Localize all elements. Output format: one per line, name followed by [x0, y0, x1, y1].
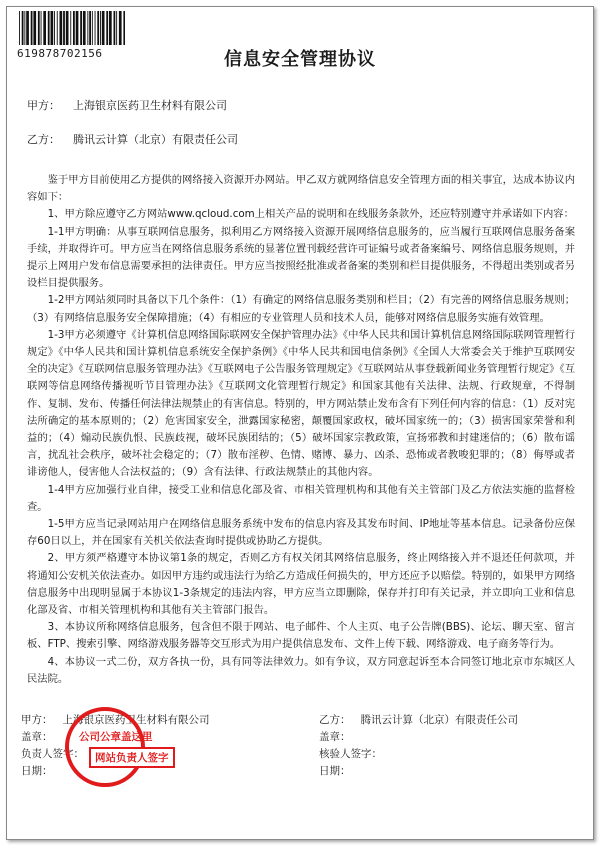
- barcode-bar: [19, 11, 20, 45]
- sign-here-annotation: 网站负责人签字: [89, 747, 175, 768]
- paragraph-preamble: 鉴于甲方目前使用乙方提供的网络接入资源开办网站。甲乙双方就网络信息安全管理方面的相关事宜，达成本协议内容如下：: [27, 174, 575, 204]
- barcode-bar: [43, 11, 46, 45]
- barcode-bar: [95, 11, 96, 45]
- paragraph-2: 2、甲方须严格遵守本协议第1条的规定，否则乙方有权关闭其网络信息服务，终止网络接入并不退还任何款项，并将通知公安机关依法查办。如因甲方违约或违法行为给乙方造成任何损失的，甲方还应予以赔偿。特别的，如果甲方网络信息服务中出现明显属于本协议1-3条规定的违法内容，甲方应当立即删除，保存并打印有关记录，并立即向工业和信息化部及省、市相关管理机构和其他有关主管部门报告。: [27, 552, 575, 617]
- barcode-bar: [63, 11, 65, 45]
- barcode-bar: [54, 11, 55, 45]
- paragraph-1-2: 1-2甲方网站须同时具备以下几个条件：（1）有确定的网络信息服务类别和栏目；（2）有完善的网络信息服务规则；（3）有网络信息服务安全保障措施；（4）有相应的专业管理人员和技术人员，能够对网络信息服务实施有效管理。: [27, 294, 575, 324]
- barcode-bar: [89, 11, 91, 45]
- party-b-label: 乙方：: [27, 133, 60, 146]
- party-a-name: 上海银京医药卫生材料有限公司: [73, 99, 227, 112]
- paragraph-1-5: 1-5甲方应当记录网站用户在网络信息服务系统中发布的信息内容及其发布时间、IP地址等基本信息。记录备份应保存60日以上，并在国家有关机关依法查询时提供或协助乙方提供。: [27, 518, 575, 548]
- party-b-line: [27, 131, 238, 147]
- barcode-bar: [48, 11, 50, 45]
- sig-a-party-label: 甲方：: [21, 714, 53, 726]
- stamp-here-annotation: 公司公章盖这里: [79, 731, 153, 743]
- party-a-line: [27, 97, 227, 113]
- agreement-body: [27, 172, 575, 688]
- barcode-bar: [80, 11, 82, 45]
- sig-a-party-name: 上海银京医药卫生材料有限公司: [62, 714, 210, 726]
- barcode-bar: [76, 11, 79, 45]
- barcode-bar: [114, 11, 116, 45]
- barcode-bar: [109, 11, 112, 45]
- party-b-name: 腾讯云计算（北京）有限责任公司: [73, 133, 238, 146]
- barcode-bars: [19, 11, 125, 45]
- sig-b-party-name: 腾讯云计算（北京）有限责任公司: [360, 714, 518, 726]
- paragraph-1-3: 1-3甲方必须遵守《计算机信息网络国际联网安全保护管理办法》《中华人民共和国计算机信息网络国际联网管理暂行规定》《中华人民共和国计算机信息系统安全保护条例》《中华人民共和国电信条例》《全国人大常委会关于维护互联网安全的决定》《互联网信息服务管理办法》《互联网电子公告服务管理规定》《互联网站从事登载新闻业务管理暂行规定》《互联网等信息网络传播视听节目管理办法》《互联网文化管理暂行规定》和国家其他有关法律、法规、行政规章，不得制作、复制、发布、传播任何法律法规禁止的有害信息。特别的，甲方网站禁止发布含有下列任何内容的信息：（1）反对宪法所确定的基本原则的；（2）危害国家安全，泄露国家秘密，颠覆国家政权，破坏国家统一的；（3）损害国家荣誉和利益的；（4）煽动民族仇恨、民族歧视，破坏民族团结的；（5）破坏国家宗教政策，宣扬邪教和封建迷信的；（6）散布谣言，扰乱社会秩序，破坏社会稳定的；（7）散布淫秽、色情、赌博、暴力、凶杀、恐怖或者教唆犯罪的；（8）侮辱或者诽谤他人，侵害他人合法权益的；（9）含有法律、行政法规禁止的其他内容。: [27, 328, 575, 479]
- sig-a-seal-label: 盖章：: [21, 731, 53, 743]
- barcode-bar: [60, 11, 63, 45]
- barcode-bar: [51, 11, 54, 45]
- document-title: 信息安全管理协议: [224, 49, 376, 70]
- party-a-label: 甲方：: [27, 99, 60, 112]
- signature-block-party-b: [319, 712, 518, 780]
- barcode-bar: [102, 11, 105, 45]
- barcode-bar: [57, 11, 58, 45]
- barcode-bar: [26, 11, 29, 45]
- paragraph-1-4: 1-4甲方应加强行业自律，接受工业和信息化部及省、市相关管理机构和其他有关主管部门及乙方依法实施的监督检查。: [27, 483, 575, 513]
- barcode-bar: [38, 11, 40, 45]
- paragraph-3: 3、本协议所称网络信息服务，包含但不限于网站、电子邮件、个人主页、电子公告牌(BBS)、论坛、聊天室、留言板、FTP、搜索引擎、网络游戏服务器等交互形式为用户提供信息发布、文件上传下载、网络游戏、电子商务等行为。: [27, 621, 575, 651]
- barcode-number: 619878702156: [17, 47, 103, 60]
- sig-a-signer-label: 负责人签字：: [21, 748, 84, 760]
- barcode-bar: [66, 11, 69, 45]
- barcode-bar: [31, 11, 33, 45]
- barcode-bar: [22, 11, 24, 45]
- barcode-bar: [92, 11, 93, 45]
- sig-a-date-label: 日期：: [21, 765, 53, 777]
- barcode-bar: [70, 11, 71, 45]
- barcode-bar: [106, 11, 108, 45]
- sig-b-party-label: 乙方：: [319, 714, 351, 726]
- barcode-bar: [100, 11, 101, 45]
- barcode-bar: [33, 11, 36, 45]
- sig-b-date-label: 日期：: [319, 765, 351, 777]
- document-page: [6, 6, 594, 840]
- barcode-bar: [97, 11, 99, 45]
- barcode-bar: [119, 11, 122, 45]
- sig-b-seal-label: 盖章：: [319, 731, 351, 743]
- barcode-bar: [83, 11, 86, 45]
- paragraph-1-1: 1-1甲方明确：从事互联网信息服务，拟利用乙方网络接入资源开展网络信息服务的，应当履行互联网信息服务备案手续，并取得许可。甲方应当在网络信息服务系统的显著位置刊载经营许可证编号或者备案编号、网络信息服务规则，并提示上网用户发布信息需要承担的法律责任。甲方应当按照经批准或者备案的类别和栏目提供服务，不得超出类别或者另设栏目提供服务。: [27, 225, 575, 290]
- barcode-bar: [116, 11, 117, 45]
- paragraph-1: 1、甲方除应遵守乙方网站www.qcloud.com上相关产品的说明和在线服务条款外，还应特别遵守并承诺如下内容：: [47, 208, 574, 221]
- barcode-bar: [73, 11, 75, 45]
- paragraph-4: 4、本协议一式二份，双方各执一份，具有同等法律效力。如有争议，双方同意起诉至本合同签订地北京市东城区人民法院。: [27, 655, 575, 685]
- sig-b-signer-label: 核验人签字：: [319, 748, 382, 760]
- barcode-bar: [123, 11, 125, 45]
- barcode-bar: [41, 11, 42, 45]
- barcode-bar: [24, 11, 25, 45]
- barcode-bar: [87, 11, 88, 45]
